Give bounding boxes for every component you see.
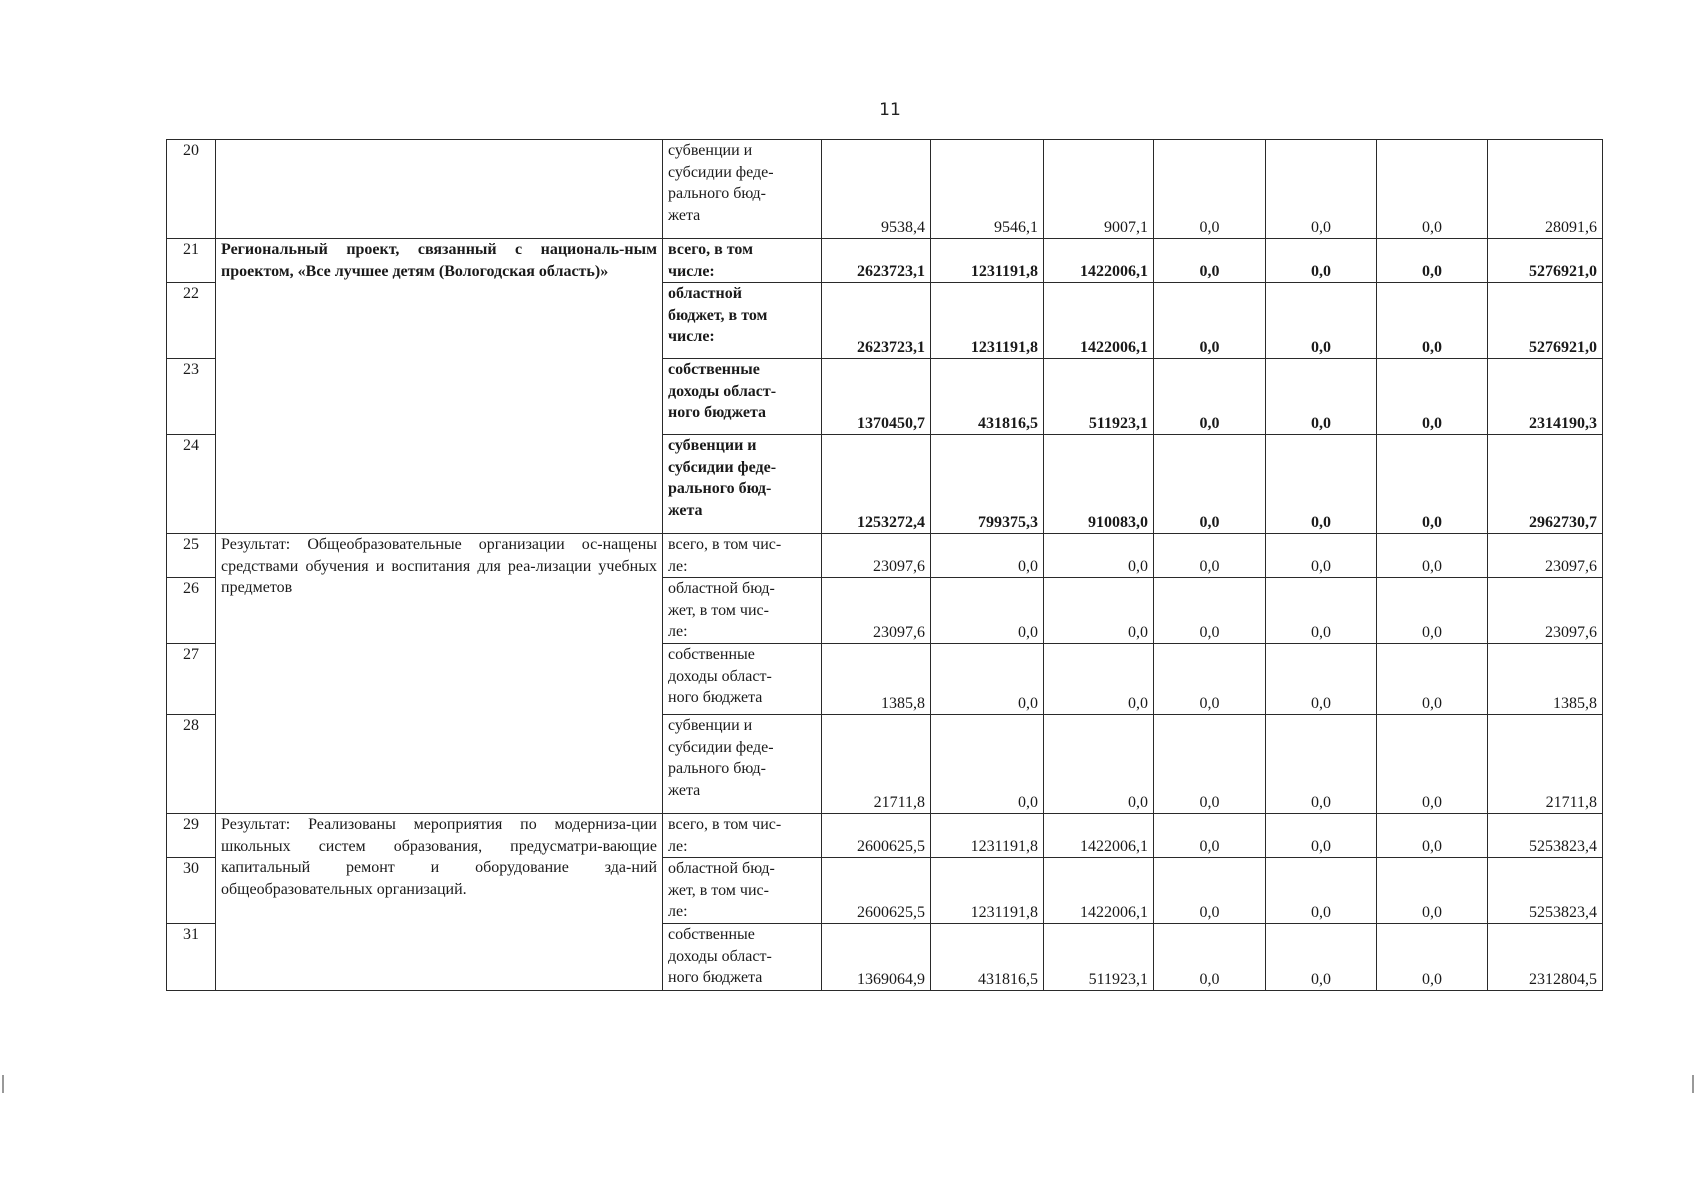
year-value-cell: 21711,8: [822, 715, 931, 814]
year-value-cell: 0,0: [1154, 578, 1266, 644]
year-value-cell: 23097,6: [822, 534, 931, 578]
year-value-cell: 0,0: [1044, 534, 1154, 578]
description-cell: Результат: Общеобразовательные организации ос-нащены средствами обучения и воспитания для реа-лизации учебных предметов: [216, 534, 663, 814]
year-value-cell: 1422006,1: [1044, 239, 1154, 283]
row-number: 26: [167, 578, 216, 644]
year-value-cell: 1231191,8: [931, 814, 1044, 858]
year-value-cell: 0,0: [1266, 858, 1377, 924]
funding-source-cell: собственные доходы област- ного бюджета: [663, 644, 822, 715]
year-value-cell: 23097,6: [822, 578, 931, 644]
year-value-cell: 1231191,8: [931, 239, 1044, 283]
year-value-cell: 0,0: [1154, 924, 1266, 991]
table-row: [167, 140, 1603, 239]
year-value-cell: 1231191,8: [931, 283, 1044, 359]
year-value-cell: 0,0: [1377, 239, 1488, 283]
year-value-cell: 9538,4: [822, 140, 931, 239]
total-value-cell: 5276921,0: [1488, 239, 1603, 283]
year-value-cell: 0,0: [1377, 924, 1488, 991]
year-value-cell: 0,0: [1377, 283, 1488, 359]
total-value-cell: 2312804,5: [1488, 924, 1603, 991]
year-value-cell: 0,0: [1154, 814, 1266, 858]
year-value-cell: 0,0: [1266, 814, 1377, 858]
year-value-cell: 0,0: [1377, 435, 1488, 534]
year-value-cell: 0,0: [1154, 858, 1266, 924]
year-value-cell: 0,0: [1266, 283, 1377, 359]
year-value-cell: 0,0: [1266, 239, 1377, 283]
table-row: [167, 239, 1603, 283]
row-number: 22: [167, 283, 216, 359]
year-value-cell: 0,0: [1377, 715, 1488, 814]
row-number: 21: [167, 239, 216, 283]
year-value-cell: 0,0: [1154, 534, 1266, 578]
total-value-cell: 5253823,4: [1488, 814, 1603, 858]
scan-edge-mark: [1692, 1075, 1694, 1093]
description-cell-empty: [216, 140, 663, 239]
year-value-cell: 0,0: [1154, 435, 1266, 534]
row-number: 31: [167, 924, 216, 991]
row-number: 20: [167, 140, 216, 239]
total-value-cell: 23097,6: [1488, 578, 1603, 644]
funding-source-cell: субвенции и субсидии феде- рального бюд- жета: [663, 435, 822, 534]
funding-source-cell: субвенции и субсидии феде- рального бюд- жета: [663, 715, 822, 814]
year-value-cell: 0,0: [1044, 578, 1154, 644]
year-value-cell: 2623723,1: [822, 283, 931, 359]
year-value-cell: 2600625,5: [822, 814, 931, 858]
year-value-cell: 0,0: [1266, 715, 1377, 814]
year-value-cell: 431816,5: [931, 924, 1044, 991]
total-value-cell: 2962730,7: [1488, 435, 1603, 534]
year-value-cell: 1231191,8: [931, 858, 1044, 924]
year-value-cell: 0,0: [1266, 435, 1377, 534]
year-value-cell: 2600625,5: [822, 858, 931, 924]
total-value-cell: 28091,6: [1488, 140, 1603, 239]
year-value-cell: 0,0: [1266, 359, 1377, 435]
funding-source-cell: всего, в том числе:: [663, 239, 822, 283]
year-value-cell: 1385,8: [822, 644, 931, 715]
year-value-cell: 0,0: [1377, 578, 1488, 644]
row-number: 28: [167, 715, 216, 814]
funding-source-cell: областной бюд- жет, в том чис- ле:: [663, 858, 822, 924]
year-value-cell: 0,0: [1154, 239, 1266, 283]
year-value-cell: 511923,1: [1044, 359, 1154, 435]
year-value-cell: 0,0: [1044, 715, 1154, 814]
year-value-cell: 0,0: [1377, 140, 1488, 239]
funding-source-cell: всего, в том чис- ле:: [663, 534, 822, 578]
year-value-cell: 0,0: [1266, 924, 1377, 991]
year-value-cell: 910083,0: [1044, 435, 1154, 534]
year-value-cell: 511923,1: [1044, 924, 1154, 991]
row-number: 29: [167, 814, 216, 858]
row-number: 27: [167, 644, 216, 715]
year-value-cell: 0,0: [931, 534, 1044, 578]
total-value-cell: 21711,8: [1488, 715, 1603, 814]
year-value-cell: 0,0: [931, 644, 1044, 715]
row-number: 23: [167, 359, 216, 435]
total-value-cell: 5253823,4: [1488, 858, 1603, 924]
year-value-cell: 1253272,4: [822, 435, 931, 534]
year-value-cell: 9007,1: [1044, 140, 1154, 239]
funding-source-cell: собственные доходы област- ного бюджета: [663, 359, 822, 435]
year-value-cell: 0,0: [1377, 359, 1488, 435]
year-value-cell: 431816,5: [931, 359, 1044, 435]
year-value-cell: 9546,1: [931, 140, 1044, 239]
description-cell: Результат: Реализованы мероприятия по модерниза-ции школьных систем образования, предусматри-вающие капитальный ремонт и оборудование зда-ний общеобразовательных организаций.: [216, 814, 663, 991]
year-value-cell: 1369064,9: [822, 924, 931, 991]
row-number: 30: [167, 858, 216, 924]
description-cell: Региональный проект, связанный с националь-ным проектом, «Все лучшее детям (Вологодская область)»: [216, 239, 663, 534]
scan-edge-mark: [2, 1075, 4, 1093]
year-value-cell: 0,0: [1266, 534, 1377, 578]
budget-table: [166, 139, 1603, 991]
table-row: [167, 814, 1603, 858]
year-value-cell: 1422006,1: [1044, 814, 1154, 858]
year-value-cell: 0,0: [1266, 644, 1377, 715]
total-value-cell: 23097,6: [1488, 534, 1603, 578]
year-value-cell: 0,0: [931, 578, 1044, 644]
funding-source-cell: областной бюджет, в том числе:: [663, 283, 822, 359]
year-value-cell: 1422006,1: [1044, 283, 1154, 359]
year-value-cell: 0,0: [931, 715, 1044, 814]
row-number: 24: [167, 435, 216, 534]
year-value-cell: 0,0: [1377, 814, 1488, 858]
year-value-cell: 799375,3: [931, 435, 1044, 534]
year-value-cell: 1422006,1: [1044, 858, 1154, 924]
total-value-cell: 1385,8: [1488, 644, 1603, 715]
funding-source-cell: всего, в том чис- ле:: [663, 814, 822, 858]
year-value-cell: 0,0: [1266, 140, 1377, 239]
year-value-cell: 0,0: [1377, 534, 1488, 578]
year-value-cell: 0,0: [1266, 578, 1377, 644]
year-value-cell: 0,0: [1154, 359, 1266, 435]
year-value-cell: 0,0: [1154, 715, 1266, 814]
total-value-cell: 5276921,0: [1488, 283, 1603, 359]
year-value-cell: 2623723,1: [822, 239, 931, 283]
funding-source-cell: областной бюд- жет, в том чис- ле:: [663, 578, 822, 644]
year-value-cell: 1370450,7: [822, 359, 931, 435]
page-number: 11: [879, 100, 901, 120]
year-value-cell: 0,0: [1377, 644, 1488, 715]
table-row: [167, 534, 1603, 578]
year-value-cell: 0,0: [1154, 283, 1266, 359]
funding-source-cell: собственные доходы област- ного бюджета: [663, 924, 822, 991]
year-value-cell: 0,0: [1044, 644, 1154, 715]
year-value-cell: 0,0: [1154, 140, 1266, 239]
year-value-cell: 0,0: [1377, 858, 1488, 924]
funding-source-cell: субвенции и субсидии феде- рального бюд- жета: [663, 140, 822, 239]
total-value-cell: 2314190,3: [1488, 359, 1603, 435]
row-number: 25: [167, 534, 216, 578]
year-value-cell: 0,0: [1154, 644, 1266, 715]
